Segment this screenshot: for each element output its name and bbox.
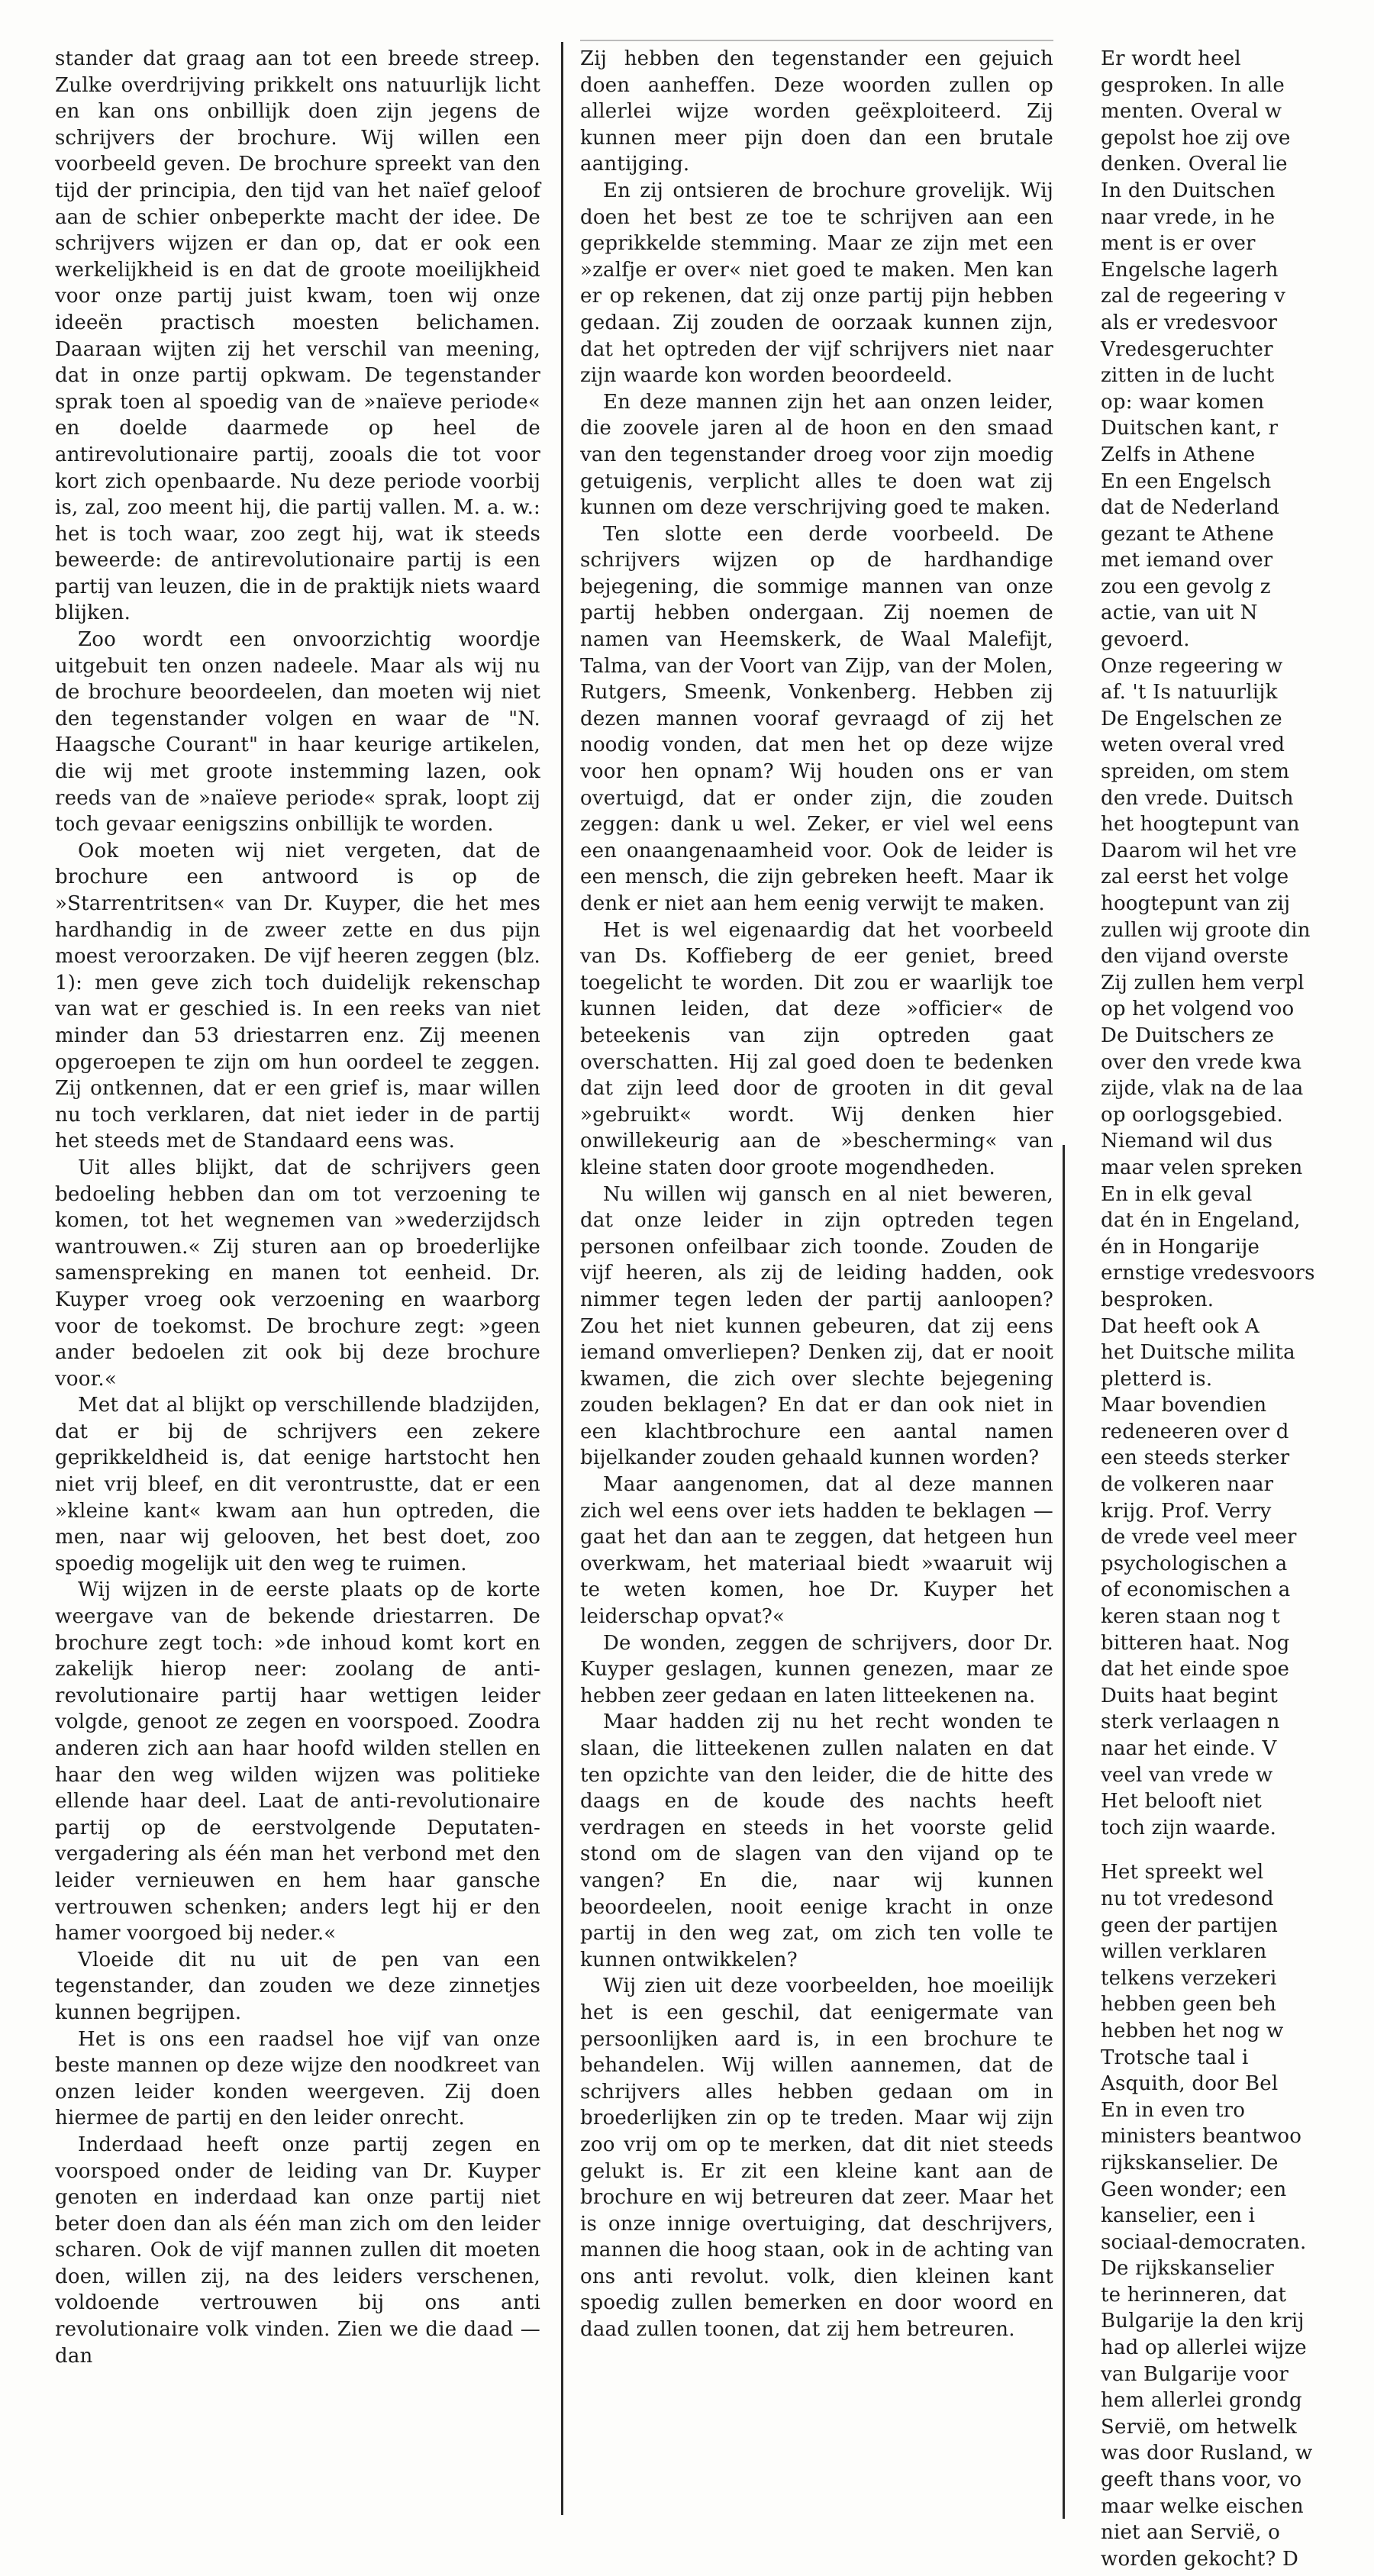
paragraph: Inderdaad heeft onze partij zegen en voorspoed onder de leiding van Dr. Kuyper genoten en inderdaad kan onze partij niet beter doen dan als één man zich om den leider scharen. Ook de vijf mannen zullen dit moeten doen, willen zij, na des leiders verschenen, voldoende vertrouwen bij ons anti revolutionaire volk vinden. Zien we die daad — dan [55,2133,540,2368]
text-line: den vrede. Duitsch [1101,786,1294,810]
text-line: De Engelschen ze [1101,707,1282,730]
text-line: denken. Overal lie [1101,153,1288,176]
text-line: nu tot vredesond [1101,1887,1274,1910]
text-line: toch zijn waarde. [1101,1816,1277,1839]
paragraph: Maar hadden zij nu het recht wonden te slaan, die litteekenen zullen nalaten en dat ten opzichte van den leider, die de hitte des daags en de koude des nachts heeft verdragen en steeds in het voorste gelid stond om de slagen van den vijand op te vangen? En die, naar wij kunnen beoordeelen, nooit eenige kracht in onze partij in den weg zat, om zich ten volle te kunnen ontwikkelen? [580,1710,1053,1971]
paragraph: Nu willen wij gansch en al niet beweren, dat onze leider in zijn optreden tegen personen onfeilbaar zich toonde. Zouden de vijf heeren, als zij de leiding hadden, ook nimmer tegen leden der partij aanloopen? Zou het niet kunnen gebeuren, dat zij eens iemand omverliepen? Denken zij, dat er nooit kwamen, die zich over slechte bejegening zouden beklagen? En dat er dan ook niet in een klachtbrochure een aantal namen bijelkander zouden gehaald kunnen worden? [580,1182,1053,1470]
text-line: zou een gevolg z [1101,575,1271,598]
text-line: sterk verlaagen n [1101,1710,1280,1734]
text-line: pletterd is. [1101,1367,1213,1391]
text-line: Geen wonder; een [1101,2178,1287,2201]
text-line: gepolst hoe zij ove [1101,126,1291,150]
text-line: af. 't Is natuurlijk [1101,681,1278,704]
paragraph: De wonden, zeggen de schrijvers, door Dr. Kuyper geslagen, kunnen genezen, maar ze hebben zeer gedaan en laten litteekenen na. [580,1631,1053,1707]
text-line: de volkeren naar [1101,1473,1274,1497]
text-line: de vrede veel meer [1101,1526,1297,1549]
text-line: Duits haat begint [1101,1684,1279,1707]
text-line: telkens verzekeri [1101,1966,1277,1990]
text-line: besproken. [1101,1288,1214,1311]
paragraph: Het is ons een raadsel hoe vijf van onze beste mannen op deze wijze den noodkreet van onzen leider konden weergeven. Zij doen hiermee de partij en den leider onrecht. [55,2027,540,2130]
text-line: kanselier, een i [1101,2204,1256,2228]
text-line: actie, van uit N [1101,601,1258,625]
column-left [55,46,540,2369]
text-line: keren staan nog t [1101,1605,1280,1629]
text-line: Servië, om hetwelk [1101,2415,1298,2439]
text-line: krijg. Prof. Verry [1101,1499,1272,1523]
text-line: op het volgend voo [1101,998,1295,1021]
text-line: hebben geen beh [1101,1993,1277,2017]
text-line: zijde, vlak na de laa [1101,1077,1304,1101]
text-line: had op allerlei wijze [1101,2336,1307,2360]
paragraph: En deze mannen zijn het aan onzen leider, die zoovele jaren al de hoon en den smaad van den tegenstander droeg voor zijn moedig getuigenis, verplicht alles te doen wat zij kunnen om deze verschrijving goed te maken. [580,390,1053,520]
paragraph: Met dat al blijkt op verschillende bladzijden, dat er bij de schrijvers een zekere geprikkeldheid is, dat eenige hartstocht hen niet vrij bleef, en dit verontrustte, dat er een »kleine kant« kwam aan hun optreden, die men, naar wij gelooven, het best doet, zoo spoedig mogelijk uit den weg te ruimen. [55,1394,540,1575]
text-line: worden gekocht? D [1101,2547,1299,2571]
text-line: den vijand overste [1101,945,1289,969]
text-line: Het spreekt wel [1101,1861,1264,1884]
text-line: als er vredesvoor [1101,311,1278,334]
text-line: Het belooft niet [1101,1790,1262,1814]
text-line: De Duitschers ze [1101,1024,1275,1047]
text-line: ment is er over [1101,232,1256,256]
paragraph: Vloeide dit nu uit de pen van een tegenstander, dan zouden we deze zinnetjes kunnen begrijpen. [55,1948,540,2024]
text-line: Niemand wil dus [1101,1130,1273,1153]
text-line: ernstige vredesvoors [1101,1262,1315,1285]
paragraph: Wij wijzen in de eerste plaats op de korte weergave van de bekende driestarren. De brochure zegt toch: »de inhoud komt kort en zakelijk hierop neer: zoolang de anti-revolutionaire partij haar wettigen leider volgde, genoot ze zegen en voorspoed. Zoodra anderen zich aan haar hoofd wilden stellen en haar den weg wilden wijzen was politieke ellende haar deel. Laat de anti-revolutionaire partij op de eerstvolgende Deputaten-vergadering als één man het verbond met den leider vernieuwen en hem haar gansche vertrouwen schenken; anders legt hij er den hamer voorgoed bij neder.« [55,1578,540,1946]
text-line: Asquith, door Bel [1101,2072,1279,2096]
paragraph: stander dat graag aan tot een breede streep. Zulke overdrijving prikkelt ons natuurlijk licht en kan ons onbillijk doen zijn jegens de schrijvers der brochure. Wij willen een voorbeeld geven. De brochure spreekt van den tijd der principia, den tijd van het naïef geloof aan de schier onbeperkte macht der idee. De schrijvers wijzen er dan op, dat er ook een werkelijkheid is en dat de groote moeilijkheid voor onze partij juist kwam, toen wij onze ideeën practisch moesten belichamen. Daaraan wijten zij het verschil van meening, dat in onze partij opkwam. De tegenstander sprak toen al spoedig van de »naïeve periode« en doelde daarmede op heel de antirevolutionaire partij, zooals die tot voor kort zich openbaarde. Nu deze periode voorbij is, zal, zoo meent hij, die partij vallen. M. a. w.: het is toch waar, zoo zegt hij, wat ik steeds beweerde: de antirevolutionaire partij is een partij van leuzen, die in de praktijk niets waard blijken. [55,47,540,625]
text-line: zullen wij groote din [1101,918,1311,942]
paragraph: Ten slotte een derde voorbeeld. De schrijvers wijzen op de hardhandige bejegening, die sommige mannen van onze partij hebben ondergaan. Zij noemen de namen van Heemskerk, de Waal Malefijt, Talma, van der Voort van Zijp, van der Molen, Rutgers, Smeenk, Vonkenberg. Hebben zij dezen mannen vooraf gevraagd of zij het noodig vonden, dat men het op deze wijze voor hen opnam? Wij houden ons er van overtuigd, dat er onder zijn, die zouden zeggen: dank u wel. Zeker, er viel wel eens een onaangenaamheid voor. Ook de leider is een mensch, die zijn gebreken heeft. Maar ik denk er niet aan hem eenig verwijt te maken. [580,522,1053,915]
text-line: psychologischen a [1101,1552,1288,1575]
text-line: van Bulgarije voor [1101,2362,1289,2386]
text-line: naar het einde. V [1101,1737,1277,1760]
text-line: menten. Overal w [1101,100,1282,124]
text-line: op: waar komen [1101,390,1265,414]
text-line: gezant te Athene [1101,522,1275,546]
text-line: op oorlogsgebied. [1101,1103,1283,1127]
text-line: Bulgarije la den krij [1101,2310,1305,2333]
text-line: geen der partijen [1101,1913,1279,1937]
text-line: Maar bovendien [1101,1394,1267,1417]
text-line: was door Rusland, w [1101,2442,1313,2465]
text-line: dat het einde spoe [1101,1658,1290,1681]
text-line: gesproken. In alle [1101,73,1285,97]
text-line: over den vrede kwa [1101,1050,1302,1074]
text-line: zal eerst het volge [1101,866,1289,889]
text-line: niet aan Servië, o [1101,2521,1280,2545]
paragraph: Wij zien uit deze voorbeelden, hoe moeilijk het is een geschil, dat eenigermate van persoonlijken aard is, in een brochure te behandelen. Wij willen aannemen, dat de schrijvers alles hebben gedaan om in broederlijken zin op te treden. Maar wij zijn zoo vrij om op te merken, dat dit niet steeds gelukt is. Er zit een kleine kant aan de brochure en wij betreuren dat zeer. Maar het is onze innige overtuiging, dat deschrijvers, mannen die hoog staan, ook in de achting van ons anti revolut. volk, dien kleinen kant spoedig zullen bemerken en door woord en daad zullen toonen, dat zij hem betreuren. [580,1975,1053,2342]
text-line: hebben het nog w [1101,2019,1284,2042]
text-line: Onze regeering w [1101,654,1283,678]
text-line: weten overal vred [1101,733,1285,757]
column-middle [580,46,1053,2343]
text-line: bitteren haat. Nog [1101,1631,1290,1655]
paragraph: En zij ontsieren de brochure grovelijk. Wij doen het best ze toe te schrijven aan een geprikkelde stemming. Maar ze zijn met een »zalfje er over« niet goed te maken. Men kan er op rekenen, dat zij onze partij pijn hebben gedaan. Zij zouden de oorzaak kunnen zijn, dat het optreden der vijf schrijvers niet naar zijn waarde kon worden beoordeeld. [580,179,1053,388]
text-line: zal de regeering v [1101,285,1285,308]
text-line: Dat heeft ook A [1101,1314,1260,1338]
text-line: Zelfs in Athene [1101,443,1256,466]
text-line: sociaal-democraten. [1101,2230,1307,2254]
column-rule-left [561,42,563,2515]
text-line: het hoogtepunt van [1101,813,1300,837]
text-line: gevoerd. [1101,628,1190,652]
column-right-cropped [1078,46,1374,2571]
text-line: En in even tro [1101,2098,1246,2122]
text-line: én in Hongarije [1101,1235,1260,1259]
text-line: Er wordt heel [1101,47,1241,70]
text-line: Duitschen kant, r [1101,417,1279,440]
text-line: Engelsche lagerh [1101,258,1279,282]
paragraph: Zij hebben den tegenstander een gejuich doen aanheffen. Deze woorden zullen op allerlei wijze worden geëxploiteerd. Zij kunnen meer pijn doen dan een brutale aantijging. [580,47,1053,176]
text-line: een steeds sterker [1101,1446,1290,1470]
text-line: zitten in de lucht [1101,364,1275,388]
text-line: hem allerlei grondg [1101,2389,1302,2413]
text-line: ministers beantwoo [1101,2125,1302,2149]
paragraph: Uit alles blijkt, dat de schrijvers geen bedoeling hebben dan om tot verzoening te komen, tot het wegnemen van »wederzijdsch wantrouwen.« Zij sturen aan op broederlijke samenspreking en manen tot eenheid. Dr. Kuyper vroeg ook verzoening en waarborg voor de toekomst. De brochure zegt: »geen ander bedoelen zit ook bij deze brochure voor.« [55,1156,540,1391]
text-line: En een Engelsch [1101,469,1272,493]
text-line: dat én in Engeland, [1101,1209,1301,1233]
text-line: Trotsche taal i [1101,2046,1249,2069]
column-gap [1078,1841,1374,1859]
column-rule-right [1063,1145,1065,2519]
text-line: In den Duitschen [1101,179,1276,202]
text-line: naar vrede, in he [1101,205,1276,229]
text-line: geeft thans voor, vo [1101,2468,1302,2492]
torn-top-edge [580,31,1053,41]
text-line: het Duitsche milita [1101,1341,1295,1365]
text-line: dat de Nederland [1101,496,1280,520]
text-line: redeneeren over d [1101,1420,1289,1443]
text-line: maar welke eischen [1101,2494,1304,2518]
text-line: willen verklaren [1101,1940,1267,1964]
paragraph: Zoo wordt een onvoorzichtig woordje uitgebuit ten onzen nadeele. Maar als wij nu de brochure beoordeelen, dan moeten wij niet den tegenstander volgen en waar de "N. Haagsche Courant" in haar keurige artikelen, die wij met groote instemming lazen, ook reeds van de »naïeve periode« sprak, loopt zij toch gevaar eenigszins onbillijk te worden. [55,628,540,837]
paragraph: Het is wel eigenaardig dat het voorbeeld van Ds. Koffieberg de eer geniet, breed toegelicht te worden. Dit zou er waarlijk toe kunnen leiden, dat deze »officier« de beteekenis van zijn optreden gaat overschatten. Hij zal goed doen te bedenken dat zijn leed door de grooten in dit geval »gebruikt« wordt. Wij denken hier onwillekeurig aan de »bescherming« van kleine staten door groote mogendheden. [580,918,1053,1179]
text-line: Daarom wil het vre [1101,839,1297,862]
paragraph: Maar aangenomen, dat al deze mannen zich wel eens over iets hadden te beklagen — gaat het dan aan te zeggen, dat hetgeen hun overkwam, het materiaal biedt »waaruit wij te weten komen, hoe Dr. Kuyper het leiderschap opvat?« [580,1473,1053,1629]
text-line: Zij zullen hem verpl [1101,971,1305,995]
text-line: veel van vrede w [1101,1763,1273,1787]
text-line: maar velen spreken [1101,1156,1303,1179]
text-line: met iemand over [1101,549,1273,572]
text-line: En in elk geval [1101,1182,1253,1206]
text-line: Vredesgeruchter [1101,337,1273,361]
text-line: De rijkskanselier [1101,2257,1274,2281]
paragraph: Ook moeten wij niet vergeten, dat de brochure een antwoord is op de »Starrentritsen« van Dr. Kuyper, die het mes hardhandig in de zweer zette en dus pijn moest veroorzaken. De vijf heeren zeggen (blz. 1): men geve zich toch duidelijk rekenschap van wat er geschied is. In een reeks van niet minder dan 53 driestarren enz. Zij meenen opgeroepen te zijn om hun oordeel te zeggen. Zij ontkennen, dat er een grief is, maar willen nu toch verklaren, dat niet ieder in de partij het steeds met de Standaard eens was. [55,839,540,1153]
text-line: te herinneren, dat [1101,2283,1287,2307]
text-line: hoogtepunt van zij [1101,892,1291,915]
text-line: rijkskanselier. De [1101,2151,1279,2175]
text-line: of economischen a [1101,1578,1291,1602]
text-line: spreiden, om stem [1101,760,1290,784]
